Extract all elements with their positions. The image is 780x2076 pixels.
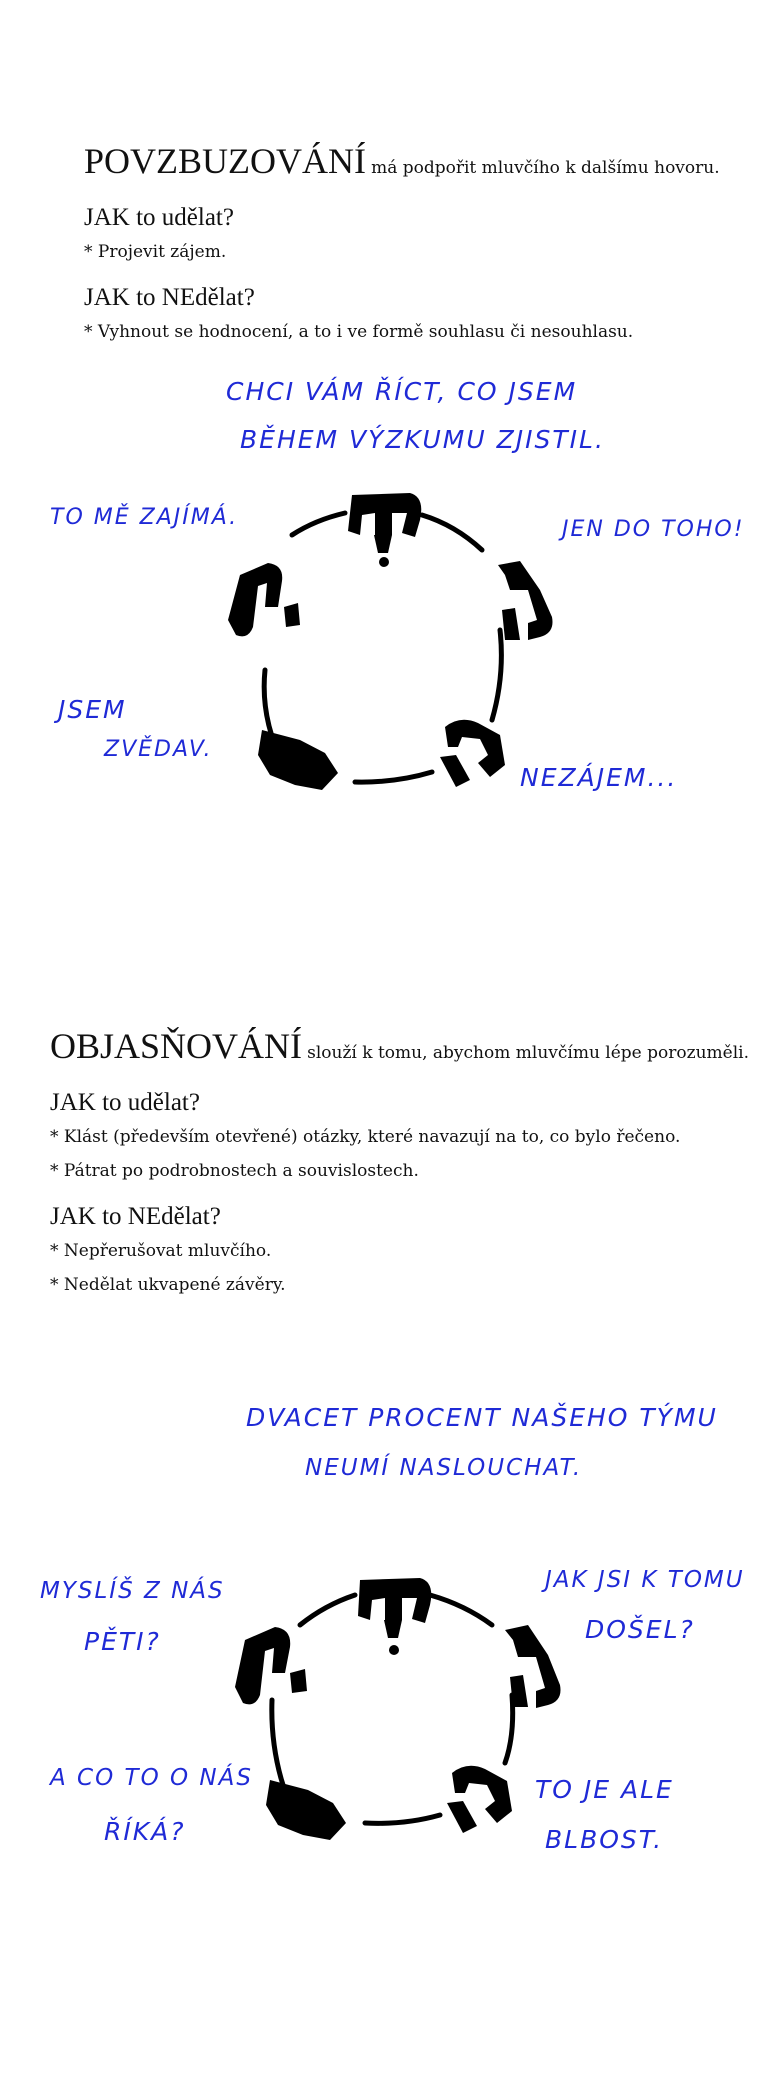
how-not-title: JAK to NEdělat? [50, 1203, 221, 1230]
how-item: * Pátrat po podrobnostech a souvislostech. [50, 1161, 419, 1181]
note-top-2: NEUMÍ NASLOUCHAT. [305, 1455, 583, 1481]
note-top-2: BĚHEM VÝZKUMU ZJISTIL. [240, 425, 605, 454]
how-not-item: * Vyhnout se hodnocení, a to i ve formě souhlasu či nesouhlasu. [84, 322, 634, 342]
how-item: * Projevit zájem. [84, 242, 227, 262]
how-title: JAK to udělat? [50, 1089, 200, 1116]
note-bottom-right-1: TO JE ALE [535, 1775, 674, 1804]
heading-tail: slouží k tomu, abychom mluvčímu lépe porozuměli. [307, 1043, 749, 1063]
note-top-1: CHCI VÁM ŘÍCT, CO JSEM [226, 377, 578, 406]
how-not-item: * Nepřerušovat mluvčího. [50, 1241, 272, 1261]
note-bottom-left-1: A CO TO O NÁS [50, 1765, 253, 1791]
note-bottom-left-2: ŘÍKÁ? [104, 1817, 186, 1846]
note-bottom-left-2: ZVĚDAV. [104, 737, 213, 762]
note-bottom-left-1: JSEM [58, 695, 127, 724]
note-bottom-right-2: BLBOST. [545, 1825, 664, 1854]
how-not-item: * Nedělat ukvapené závěry. [50, 1275, 286, 1295]
note-left-1: MYSLÍŠ Z NÁS [40, 1578, 225, 1604]
section-objasnovani [50, 1025, 760, 1309]
circle-diagram-2 [0, 1395, 780, 1915]
section-title [50, 1025, 760, 1067]
heading-tail: má podpořit mluvčího k dalšímu hovoru. [371, 158, 720, 178]
note-left-2: PĚTI? [84, 1627, 161, 1656]
note-right: JEN DO TOHO! [562, 517, 745, 542]
note-right-1: JAK JSI K TOMU [545, 1567, 745, 1593]
heading: POVZBUZOVÁNÍ [84, 141, 366, 181]
heading: OBJASŇOVÁNÍ [50, 1026, 303, 1066]
note-right-2: DOŠEL? [585, 1615, 695, 1644]
how-item: * Klást (především otevřené) otázky, které navazují na to, co bylo řečeno. [50, 1127, 681, 1147]
section-title [84, 140, 744, 182]
how-not-title: JAK to NEdělat? [84, 284, 255, 311]
section-povzbuzovani [84, 140, 744, 356]
note-top-1: DVACET PROCENT NAŠEHO TÝMU [246, 1403, 718, 1432]
circle-diagram-1 [0, 377, 780, 825]
note-left: TO MĚ ZAJÍMÁ. [50, 505, 239, 530]
how-title: JAK to udělat? [84, 204, 234, 231]
note-bottom-right: NEZÁJEM... [520, 763, 678, 792]
